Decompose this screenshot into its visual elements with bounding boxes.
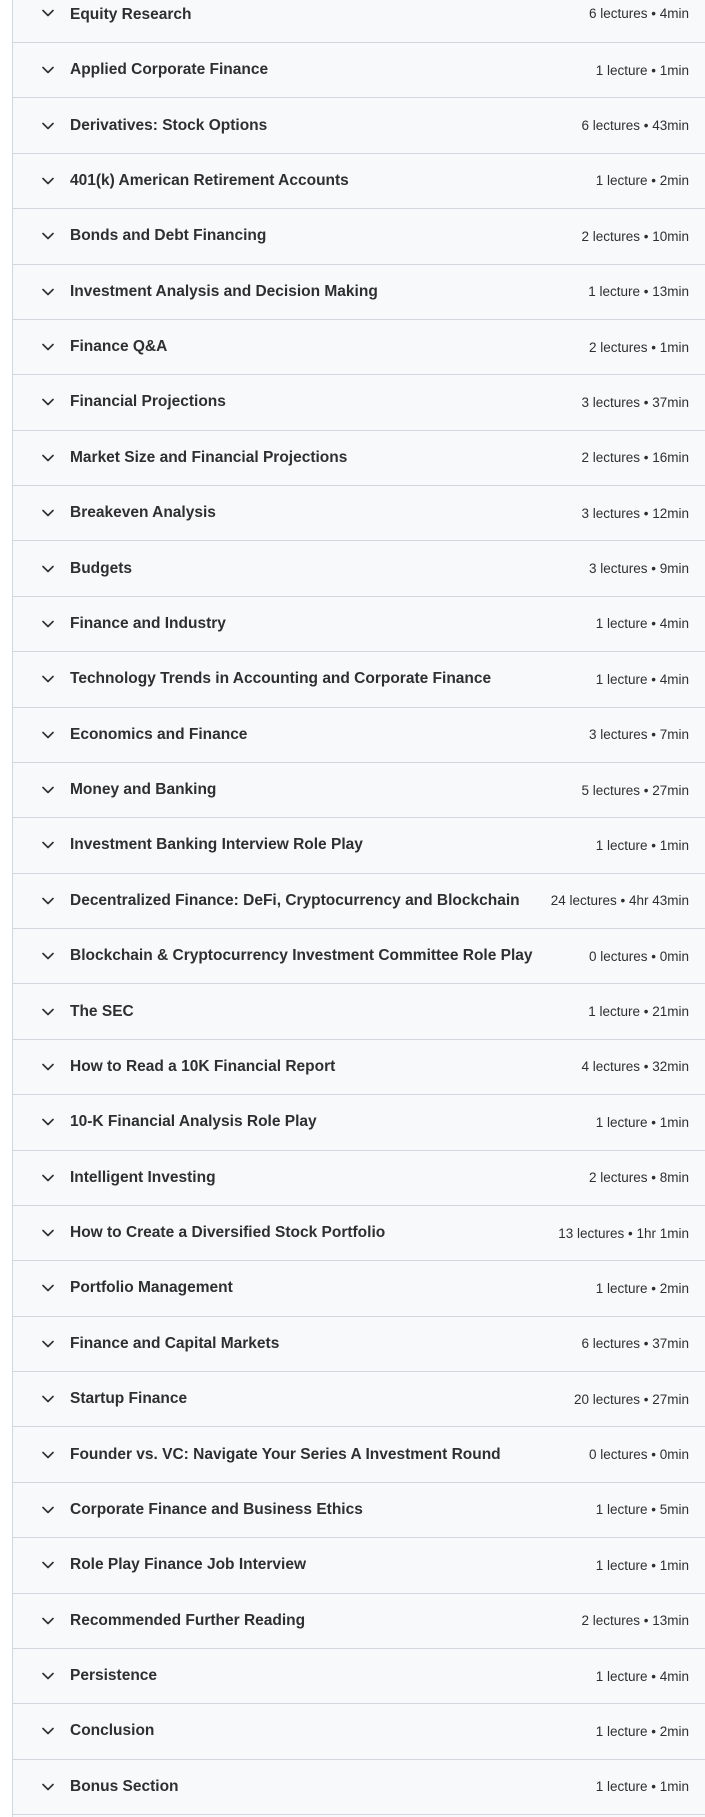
chevron-down-icon[interactable] [41, 6, 55, 20]
section-title: Founder vs. VC: Navigate Your Series A Investment Round [70, 1445, 501, 1463]
section-row[interactable] [13, 1483, 705, 1538]
chevron-down-icon[interactable] [41, 672, 55, 686]
chevron-down-icon[interactable] [41, 1337, 55, 1351]
chevron-down-icon[interactable] [41, 229, 55, 243]
section-row[interactable] [13, 486, 705, 541]
section-lecture-count: 1 lecture • 1min [595, 1779, 689, 1795]
section-lecture-count: 24 lectures • 4hr 43min [550, 893, 689, 909]
section-row[interactable] [13, 43, 705, 98]
section-lecture-count: 3 lectures • 9min [588, 561, 689, 577]
section-lecture-count: 0 lectures • 0min [588, 1447, 689, 1463]
section-title: Startup Finance [70, 1390, 188, 1408]
chevron-down-icon[interactable] [41, 562, 55, 576]
section-title: Finance and Industry [70, 614, 226, 632]
section-title: Breakeven Analysis [70, 504, 216, 522]
section-title: Finance and Capital Markets [70, 1334, 280, 1352]
chevron-down-icon[interactable] [41, 174, 55, 188]
section-row[interactable] [13, 929, 705, 984]
chevron-down-icon[interactable] [41, 894, 55, 908]
section-lecture-count: 6 lectures • 4min [588, 6, 689, 21]
section-row[interactable] [13, 763, 705, 818]
section-row[interactable] [13, 265, 705, 320]
section-lecture-count: 1 lecture • 1min [595, 62, 689, 78]
chevron-down-icon[interactable] [41, 1724, 55, 1738]
section-row[interactable] [13, 375, 705, 430]
section-title: Market Size and Financial Projections [70, 448, 348, 466]
chevron-down-icon[interactable] [41, 285, 55, 299]
section-title: Bonus Section [70, 1777, 179, 1795]
section-row[interactable] [13, 541, 705, 596]
section-title: Equity Research [70, 6, 192, 23]
section-lecture-count: 2 lectures • 10min [581, 228, 689, 244]
section-row[interactable] [13, 708, 705, 763]
chevron-down-icon[interactable] [41, 1780, 55, 1794]
section-title: 10-K Financial Analysis Role Play [70, 1113, 317, 1131]
chevron-down-icon[interactable] [41, 1503, 55, 1517]
section-row[interactable] [13, 1538, 705, 1593]
section-title: How to Read a 10K Financial Report [70, 1057, 336, 1075]
section-row[interactable] [13, 818, 705, 873]
section-row[interactable] [13, 154, 705, 209]
section-title: Blockchain & Cryptocurrency Investment Committee Role Play [70, 947, 533, 965]
section-title: Money and Banking [70, 781, 217, 799]
section-title: Bonds and Debt Financing [70, 227, 267, 245]
section-title: Role Play Finance Job Interview [70, 1556, 307, 1574]
section-row[interactable] [13, 597, 705, 652]
section-row[interactable] [13, 1317, 705, 1372]
section-lecture-count: 1 lecture • 2min [595, 1280, 689, 1296]
section-lecture-count: 1 lecture • 2min [595, 173, 689, 189]
chevron-down-icon[interactable] [41, 728, 55, 742]
section-lecture-count: 1 lecture • 1min [595, 1557, 689, 1573]
section-row[interactable] [13, 984, 705, 1039]
section-lecture-count: 2 lectures • 1min [588, 339, 689, 355]
chevron-down-icon[interactable] [41, 63, 55, 77]
section-title: Persistence [70, 1667, 158, 1685]
section-title: Derivatives: Stock Options [70, 116, 268, 134]
section-lecture-count: 6 lectures • 37min [581, 1336, 689, 1352]
section-title: Economics and Finance [70, 725, 248, 743]
section-title: Intelligent Investing [70, 1168, 216, 1186]
section-lecture-count: 1 lecture • 1min [595, 1114, 689, 1130]
section-title: Technology Trends in Accounting and Corporate Finance [70, 670, 492, 688]
section-title: 401(k) American Retirement Accounts [70, 171, 349, 189]
chevron-down-icon[interactable] [41, 1281, 55, 1295]
chevron-down-icon[interactable] [41, 949, 55, 963]
section-lecture-count: 0 lectures • 0min [588, 948, 689, 964]
section-row[interactable] [13, 431, 705, 486]
section-row[interactable] [13, 652, 705, 707]
section-row[interactable] [13, 1372, 705, 1427]
section-lecture-count: 2 lectures • 16min [581, 450, 689, 466]
section-row[interactable] [13, 1040, 705, 1095]
section-title: Finance Q&A [70, 338, 168, 356]
chevron-down-icon[interactable] [41, 119, 55, 133]
chevron-down-icon[interactable] [41, 395, 55, 409]
section-row[interactable] [13, 1151, 705, 1206]
section-lecture-count: 2 lectures • 13min [581, 1613, 689, 1629]
section-lecture-count: 3 lectures • 12min [581, 505, 689, 521]
course-curriculum-list [12, 0, 705, 1817]
chevron-down-icon[interactable] [41, 1226, 55, 1240]
section-row[interactable] [13, 1594, 705, 1649]
section-title: Portfolio Management [70, 1279, 233, 1297]
section-row[interactable] [13, 0, 705, 43]
chevron-down-icon[interactable] [41, 506, 55, 520]
section-title: How to Create a Diversified Stock Portfolio [70, 1224, 386, 1242]
section-title: Budgets [70, 559, 132, 577]
section-title: Investment Analysis and Decision Making [70, 282, 378, 300]
section-title: Corporate Finance and Business Ethics [70, 1500, 363, 1518]
section-row[interactable] [13, 1427, 705, 1482]
section-lecture-count: 6 lectures • 43min [581, 118, 689, 134]
section-lecture-count: 1 lecture • 21min [588, 1004, 689, 1020]
section-row[interactable] [13, 1206, 705, 1261]
chevron-down-icon[interactable] [41, 1558, 55, 1572]
section-title: Decentralized Finance: DeFi, Cryptocurrency and Blockchain [70, 891, 520, 909]
chevron-down-icon[interactable] [41, 1614, 55, 1628]
chevron-down-icon[interactable] [41, 1448, 55, 1462]
section-lecture-count: 3 lectures • 37min [581, 394, 689, 410]
section-lecture-count: 13 lectures • 1hr 1min [558, 1225, 689, 1241]
section-title: Applied Corporate Finance [70, 61, 269, 79]
section-title: Recommended Further Reading [70, 1611, 306, 1629]
section-row[interactable] [13, 1760, 705, 1815]
section-row[interactable] [13, 1095, 705, 1150]
section-lecture-count: 1 lecture • 2min [595, 1723, 689, 1739]
chevron-down-icon[interactable] [41, 1115, 55, 1129]
section-title: Financial Projections [70, 393, 226, 411]
section-row[interactable] [13, 1704, 705, 1759]
section-lecture-count: 2 lectures • 8min [588, 1170, 689, 1186]
chevron-down-icon[interactable] [41, 340, 55, 354]
chevron-down-icon[interactable] [41, 838, 55, 852]
section-lecture-count: 1 lecture • 4min [595, 671, 689, 687]
section-lecture-count: 1 lecture • 13min [588, 284, 689, 300]
chevron-down-icon[interactable] [41, 1392, 55, 1406]
section-title: Investment Banking Interview Role Play [70, 836, 363, 854]
chevron-down-icon[interactable] [41, 451, 55, 465]
section-lecture-count: 1 lecture • 5min [595, 1502, 689, 1518]
section-row[interactable] [13, 209, 705, 264]
chevron-down-icon[interactable] [41, 1171, 55, 1185]
section-row[interactable] [13, 1649, 705, 1704]
section-lecture-count: 3 lectures • 7min [588, 727, 689, 743]
chevron-down-icon[interactable] [41, 1005, 55, 1019]
section-lecture-count: 5 lectures • 27min [581, 782, 689, 798]
section-lecture-count: 4 lectures • 32min [581, 1059, 689, 1075]
chevron-down-icon[interactable] [41, 1060, 55, 1074]
section-title: Conclusion [70, 1722, 155, 1740]
section-row[interactable] [13, 320, 705, 375]
section-lecture-count: 1 lecture • 4min [595, 1668, 689, 1684]
chevron-down-icon[interactable] [41, 783, 55, 797]
section-lecture-count: 1 lecture • 4min [595, 616, 689, 632]
section-title: The SEC [70, 1002, 134, 1020]
section-lecture-count: 20 lectures • 27min [573, 1391, 689, 1407]
section-row[interactable] [13, 98, 705, 153]
chevron-down-icon[interactable] [41, 1669, 55, 1683]
section-row[interactable] [13, 1261, 705, 1316]
section-lecture-count: 1 lecture • 1min [595, 837, 689, 853]
section-row[interactable] [13, 874, 705, 929]
chevron-down-icon[interactable] [41, 617, 55, 631]
